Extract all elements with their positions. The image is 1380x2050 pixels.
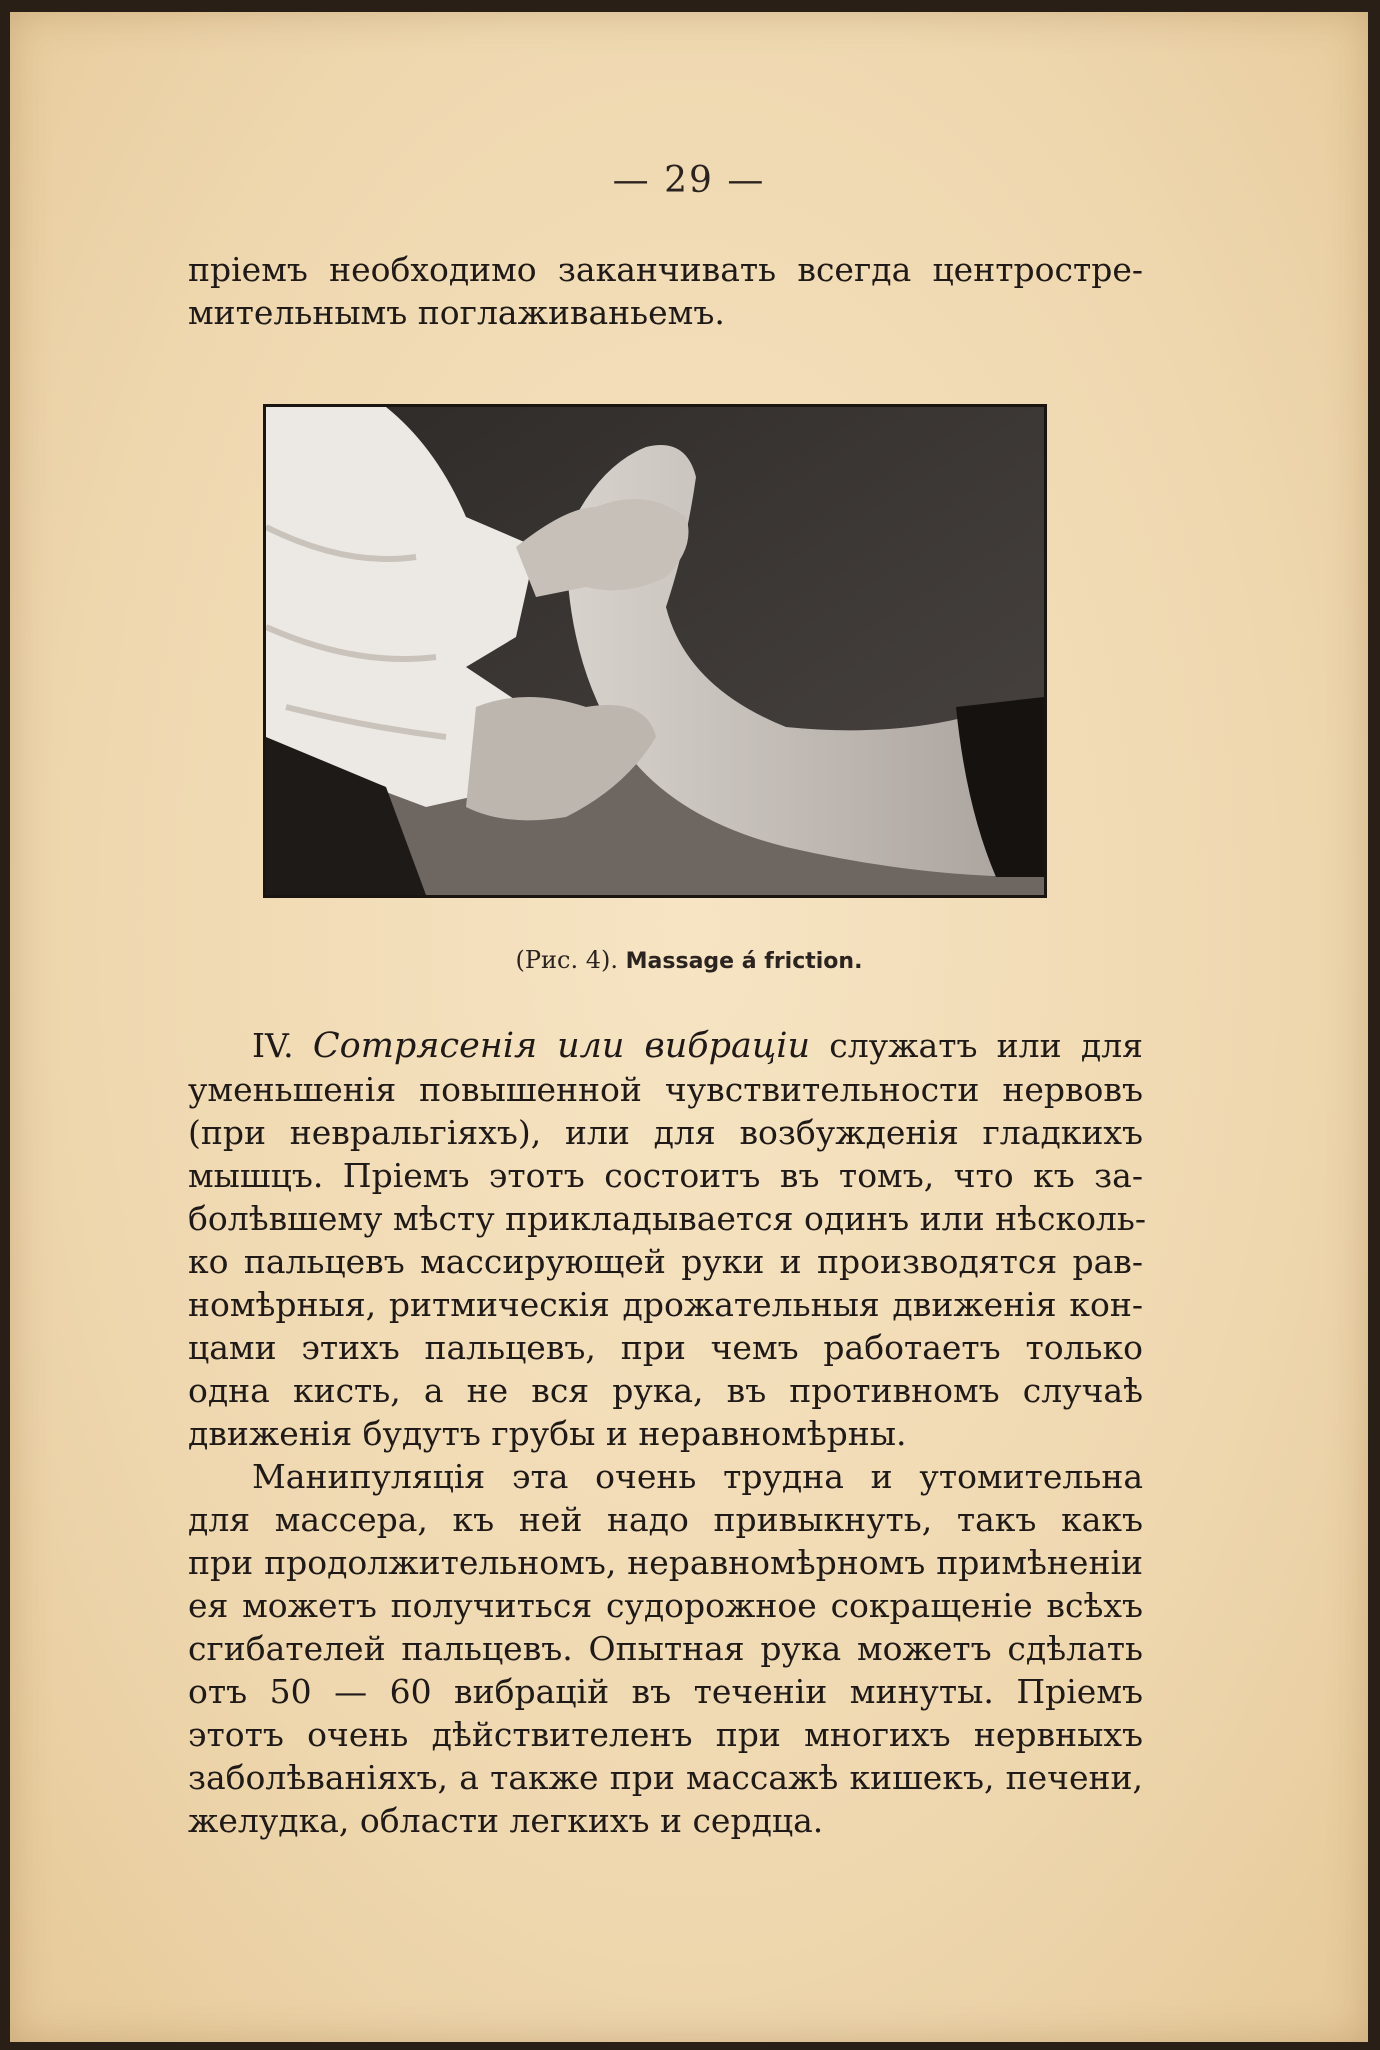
text-line: цами этихъ пальцевъ, при чемъ работаетъ только bbox=[188, 1328, 1143, 1367]
text-line: заболѣваніяхъ, а также при массажѣ кишекъ, печени, bbox=[188, 1758, 1143, 1797]
text-line: отъ 50 — 60 вибрацій въ теченіи минуты. Пріемъ bbox=[188, 1672, 1143, 1711]
photo-illustration bbox=[266, 407, 1044, 895]
section-first-line bbox=[188, 1024, 1143, 1068]
page-number: — 29 — bbox=[612, 160, 766, 201]
text-line: Манипуляція эта очень трудна и утомительна bbox=[252, 1457, 1143, 1496]
section-first-line-rest: служатъ или для bbox=[829, 1026, 1143, 1065]
text-line: номѣрныя, ритмическія дрожательныя движенія кон- bbox=[188, 1285, 1143, 1324]
book-page bbox=[10, 12, 1368, 2042]
massage-photograph bbox=[263, 404, 1047, 898]
text-line: пріемъ необходимо заканчивать всегда центростре- bbox=[188, 250, 1143, 289]
text-line: движенія будутъ грубы и неравномѣрны. bbox=[188, 1414, 907, 1453]
text-line: мительнымъ поглаживаньемъ. bbox=[188, 293, 725, 332]
text-line: болѣвшему мѣсту прикладывается одинъ или нѣсколь- bbox=[188, 1199, 1147, 1238]
text-line: сгибателей пальцевъ. Опытная рука можетъ сдѣлать bbox=[188, 1629, 1143, 1668]
text-line: (при невральгіяхъ), или для возбужденія гладкихъ bbox=[188, 1113, 1143, 1152]
text-line: уменьшенія повышенной чувствительности нервовъ bbox=[188, 1070, 1143, 1109]
text-line: для массера, къ ней надо привыкнуть, такъ какъ bbox=[188, 1500, 1143, 1539]
top-paragraph bbox=[188, 248, 1143, 334]
text-line: мышцъ. Пріемъ этотъ состоитъ въ томъ, что къ за- bbox=[188, 1156, 1143, 1195]
caption-title: Massage á friction. bbox=[625, 949, 863, 974]
text-line: этотъ очень дѣйствителенъ при многихъ нервныхъ bbox=[188, 1715, 1143, 1754]
text-line: при продолжительномъ, неравномѣрномъ примѣненіи bbox=[188, 1543, 1143, 1582]
section-numeral: IV. bbox=[252, 1026, 294, 1065]
text-line: ко пальцевъ массирующей руки и производятся рав- bbox=[188, 1242, 1143, 1281]
text-line: ея можетъ получиться судорожное сокращеніе всѣхъ bbox=[188, 1586, 1143, 1625]
main-text bbox=[188, 1024, 1147, 1842]
text-line: желудка, области легкихъ и сердца. bbox=[188, 1801, 824, 1840]
text-line: одна кисть, а не вся рука, въ противномъ случаѣ bbox=[188, 1371, 1143, 1410]
figure-caption bbox=[10, 946, 1368, 974]
caption-prefix: (Рис. 4). bbox=[515, 946, 618, 974]
section-title: Сотрясенія или вибраціи bbox=[312, 1026, 811, 1066]
